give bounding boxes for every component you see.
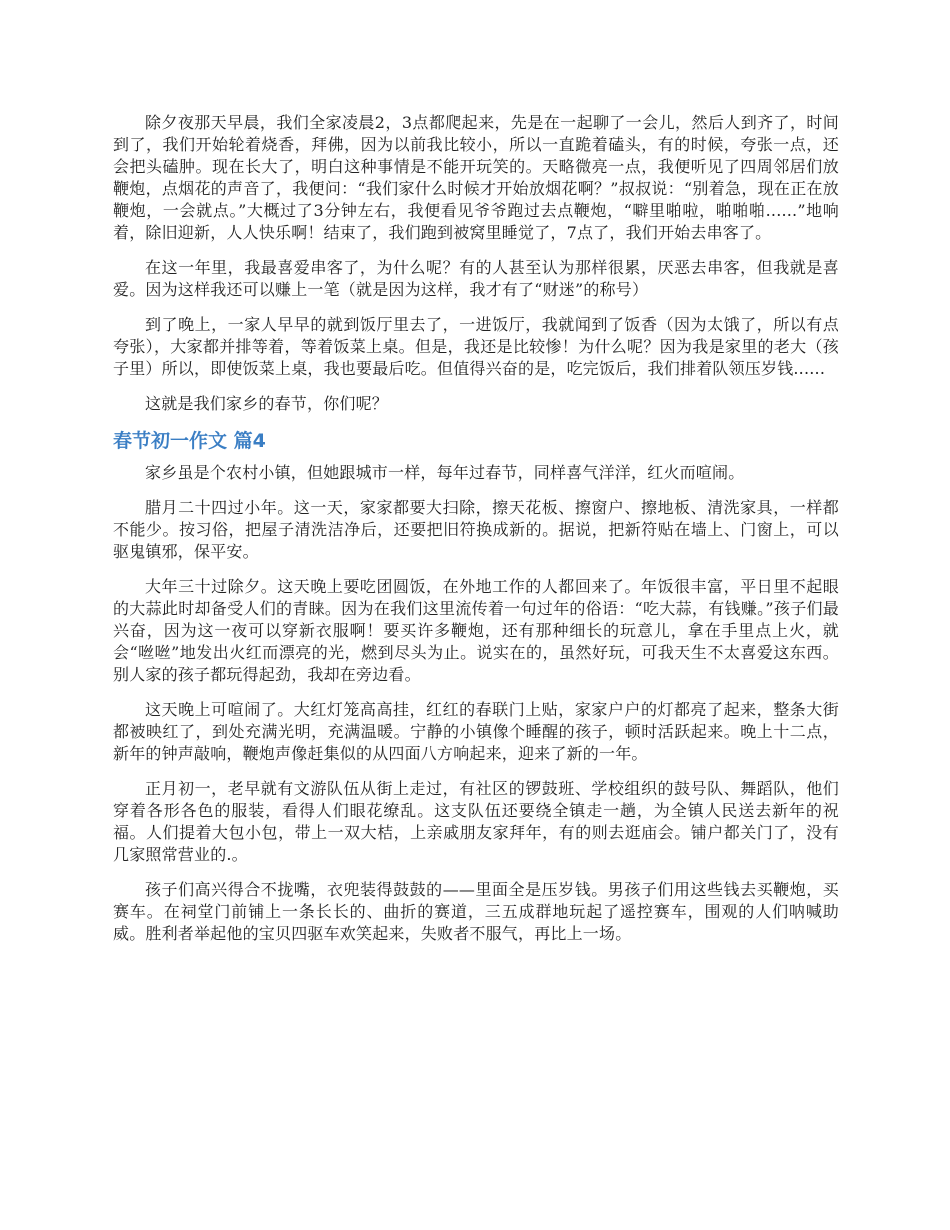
paragraph-first-day: 正月初一，老早就有文游队伍从街上走过，有社区的锣鼓班、学校组织的鼓号队、舞蹈队，他们穿着各形各色的服装，看得人们眼花缭乱。这支队伍还要绕全镇走一趟，为全镇人民送去新年的祝福。人们提着大包小包，带上一双大桔，上亲戚朋友家拜年，有的则去逛庙会。铺户都关门了，没有几家照常营业的.。 [113,779,839,864]
paragraph-evening: 这天晚上可喧闹了。大红灯笼高高挂，红红的春联门上贴，家家户户的灯都亮了起来，整条大街都被映红了，到处充满光明，充满温暖。宁静的小镇像个睡醒的孩子，顿时活跃起来。晚上十二点，新年的钟声敲响，鞭炮声像赶集似的从四面八方响起来，迎来了新的一年。 [113,700,839,763]
paragraph-dinner: 到了晚上，一家人早早的就到饭厅里去了，一进饭厅，我就闻到了饭香（因为太饿了，所以有点夸张），大家都并排等着，等着饭菜上桌。但是，我还是比较惨！为什么呢？因为我是家里的老大（孩子里）所以，即使饭菜上桌，我也要最后吃。但值得兴奋的是，吃完饭后，我们排着队领压岁钱...... [113,315,839,378]
paragraph-closing-question: 这就是我们家乡的春节，你们呢？ [145,394,389,413]
paragraph-hometown: 家乡虽是个农村小镇，但她跟城市一样，每年过春节，同样喜气洋洋，红火而喧闹。 [145,463,745,482]
paragraph-children: 孩子们高兴得合不拢嘴，衣兜装得鼓鼓的——里面全是压岁钱。男孩子们用这些钱去买鞭炮，买赛车。在祠堂门前铺上一条长长的、曲折的赛道，三五成群地玩起了遥控赛车，围观的人们呐喊助威。胜利者举起他的宝贝四驱车欢笑起来，失败者不服气，再比上一场。 [113,880,839,943]
section-heading: 春节初一作文 篇4 [113,430,266,452]
paragraph-visiting: 在这一年里，我最喜爱串客了，为什么呢？有的人甚至认为那样很累，厌恶去串客，但我就是喜爱。因为这样我还可以赚上一笔（就是因为这样，我才有了“财迷”的称号） [113,258,839,299]
paragraph-new-year-eve: 大年三十过除夕。这天晚上要吃团圆饭，在外地工作的人都回来了。年饭很丰富，平日里不起眼的大蒜此时却备受人们的青睐。因为在我们这里流传着一句过年的俗语：“吃大蒜，有钱赚。”孩子们最兴奋，因为这一夜可以穿新衣服啊！要买许多鞭炮，还有那种细长的玩意儿，拿在手里点上火，就会“咝咝”地发出火红而漂亮的光，燃到尽头为止。说实在的，虽然好玩，可我天生不太喜爱这东西。别人家的孩子都玩得起劲，我却在旁边看。 [113,577,839,684]
document-page [113,112,839,958]
paragraph-little-new-year: 腊月二十四过小年。这一天，家家都要大扫除，擦天花板、擦窗户、擦地板、清洗家具，一样都不能少。按习俗，把屋子清洗洁净后，还要把旧符换成新的。据说，把新符贴在墙上、门窗上，可以驱鬼镇邪，保平安。 [113,498,839,561]
paragraph-new-year-eve-morning: 除夕夜那天早晨，我们全家凌晨2，3点都爬起来，先是在一起聊了一会儿，然后人到齐了，时间到了，我们开始轮着烧香，拜佛，因为以前我比较小，所以一直跪着磕头，有的时候，夸张一点，还会把头磕肿。现在长大了，明白这种事情是不能开玩笑的。天略微亮一点，我便听见了四周邻居们放鞭炮，点烟花的声音了，我便问：“我们家什么时候才开始放烟花啊？”叔叔说：“别着急，现在正在放鞭炮，一会就点。”大概过了3分钟左右，我便看见爷爷跑过去点鞭炮，“噼里啪啦，啪啪啪......”地响着，除旧迎新，人人快乐啊！结束了，我们跑到被窝里睡觉了，7点了，我们开始去串客了。 [113,113,839,242]
